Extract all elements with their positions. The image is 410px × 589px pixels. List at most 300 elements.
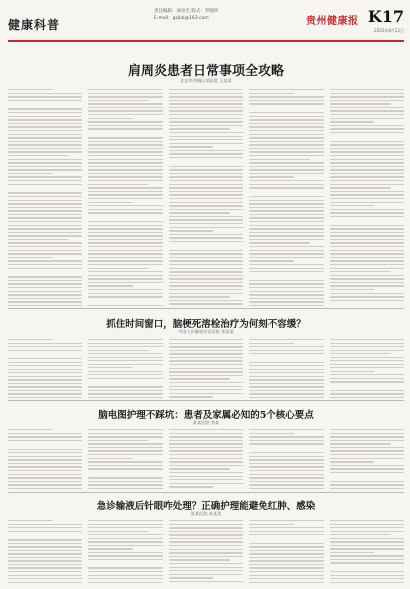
text-line <box>249 386 323 387</box>
text-line <box>249 564 323 565</box>
text-line <box>169 150 243 151</box>
text-line <box>169 136 243 137</box>
text-line <box>88 191 162 192</box>
text-line <box>249 268 323 269</box>
text-line <box>249 470 323 471</box>
text-line <box>330 246 404 247</box>
text-line <box>88 461 162 462</box>
text-line <box>8 531 82 532</box>
text-line <box>8 214 82 215</box>
text-line <box>169 187 243 188</box>
article-2-byline: 中国人民解放军某医院 胡某某 <box>178 329 234 334</box>
text-line <box>8 203 82 204</box>
text-line <box>88 293 162 294</box>
text-line <box>330 151 404 152</box>
text-line <box>8 578 82 579</box>
text-line <box>330 429 404 430</box>
text-line <box>330 209 404 210</box>
text-line <box>88 114 162 115</box>
text-line <box>169 447 243 448</box>
text-line <box>249 283 323 284</box>
text-line <box>330 187 391 188</box>
text-line <box>330 148 404 149</box>
text-line <box>88 393 162 394</box>
text-line <box>249 477 323 478</box>
text-line <box>330 357 404 358</box>
text-line <box>249 107 323 110</box>
text-line <box>330 235 404 236</box>
text-column <box>8 338 82 398</box>
text-line <box>169 364 243 365</box>
text-column <box>249 88 323 306</box>
text-line <box>169 289 243 290</box>
text-line <box>8 155 69 156</box>
text-line <box>169 285 243 286</box>
text-line <box>88 350 149 351</box>
header-rule <box>8 40 404 42</box>
text-line <box>8 180 82 181</box>
text-line <box>169 110 243 111</box>
email-line: E-mail：gzjkb@163.com <box>154 15 209 21</box>
text-line <box>330 488 404 489</box>
text-line <box>330 559 404 560</box>
text-line <box>8 108 82 109</box>
text-line <box>8 550 82 551</box>
text-line <box>249 169 323 170</box>
text-line <box>8 488 82 489</box>
text-line <box>169 343 243 344</box>
text-line <box>249 534 323 535</box>
text-line <box>330 114 404 115</box>
text-line <box>330 527 404 528</box>
text-line <box>88 212 162 213</box>
text-line <box>249 459 323 460</box>
article-divider <box>8 308 404 309</box>
text-line <box>330 360 404 361</box>
text-line <box>249 134 323 135</box>
text-line <box>330 472 404 473</box>
text-line <box>169 132 243 133</box>
text-line <box>8 235 82 236</box>
text-line <box>8 276 82 277</box>
text-line <box>249 350 323 351</box>
text-line <box>249 271 323 272</box>
text-line <box>169 436 243 437</box>
text-line <box>88 205 162 206</box>
text-line <box>88 228 162 229</box>
text-line <box>249 546 323 547</box>
text-line <box>88 107 162 108</box>
text-line <box>330 548 404 549</box>
text-line <box>88 534 162 535</box>
text-line <box>88 296 162 297</box>
text-column <box>8 428 82 490</box>
text-column <box>330 88 404 306</box>
text-column <box>88 338 162 398</box>
text-line <box>330 339 404 340</box>
text-line <box>8 571 82 572</box>
text-line <box>8 372 82 373</box>
text-line <box>169 223 243 224</box>
text-line <box>8 524 82 525</box>
text-line <box>8 130 82 131</box>
text-line <box>330 303 404 306</box>
text-line <box>169 128 230 129</box>
text-line <box>169 454 243 455</box>
text-line <box>88 110 162 111</box>
text-line <box>169 89 243 90</box>
article-2-title: 抓住时间窗口，脑梗死溶栓治疗为何刻不容缓？ <box>106 319 306 330</box>
text-line <box>88 96 162 97</box>
article-1-byline: 北京市西城区某医院 王某某 <box>180 78 232 83</box>
text-line <box>249 217 323 218</box>
text-line <box>88 571 162 572</box>
text-line <box>8 481 82 482</box>
text-line <box>8 520 53 521</box>
text-line <box>330 378 404 379</box>
text-line <box>330 194 404 195</box>
text-line <box>169 169 243 170</box>
text-line <box>8 134 82 135</box>
text-line <box>169 216 243 217</box>
text-line <box>8 369 82 370</box>
text-column <box>249 428 323 490</box>
text-line <box>169 212 230 213</box>
text-line <box>249 260 294 261</box>
text-line <box>249 257 323 258</box>
text-line <box>330 176 404 177</box>
text-line <box>169 531 243 532</box>
text-line <box>330 166 404 167</box>
text-line <box>169 161 243 164</box>
text-line <box>88 520 162 521</box>
text-line <box>330 191 404 192</box>
text-line <box>169 541 243 542</box>
text-line <box>249 287 323 288</box>
text-line <box>8 89 53 90</box>
text-line <box>169 180 243 181</box>
text-line <box>330 173 404 174</box>
text-line <box>8 166 82 167</box>
text-line <box>8 390 82 391</box>
text-line <box>330 450 404 451</box>
text-line <box>249 264 323 265</box>
text-line <box>88 128 162 129</box>
text-line <box>249 531 323 532</box>
text-line <box>8 200 82 201</box>
text-line <box>88 151 162 152</box>
text-line <box>169 465 243 466</box>
text-line <box>169 534 243 535</box>
text-line <box>330 562 404 563</box>
text-column <box>169 88 243 306</box>
text-line <box>88 353 162 354</box>
text-line <box>169 230 214 231</box>
text-line <box>169 570 243 571</box>
text-line <box>8 162 82 163</box>
text-line <box>249 456 323 457</box>
text-line <box>249 239 323 240</box>
text-column <box>330 428 404 490</box>
text-line <box>249 200 323 201</box>
text-line <box>330 184 404 185</box>
text-line <box>88 440 149 441</box>
article-4-title: 急诊输液后针眼咋处理？正确护理能避免红肿、感染 <box>96 501 316 512</box>
text-line <box>169 577 214 578</box>
text-line <box>249 452 323 453</box>
text-line <box>8 443 82 446</box>
text-line <box>330 552 375 553</box>
text-line <box>169 386 243 387</box>
text-line <box>249 484 323 485</box>
text-line <box>330 103 391 104</box>
text-line <box>8 350 82 351</box>
text-line <box>88 390 162 391</box>
text-line <box>249 210 323 211</box>
text-line <box>8 123 82 124</box>
text-line <box>330 367 404 368</box>
text-line <box>169 139 243 140</box>
text-line <box>88 477 162 478</box>
text-line <box>88 187 162 188</box>
text-line <box>249 242 310 243</box>
text-line <box>88 166 162 167</box>
text-line <box>330 141 404 142</box>
text-line <box>8 137 82 138</box>
text-line <box>249 436 323 437</box>
text-line <box>249 275 323 278</box>
text-line <box>88 144 162 145</box>
text-line <box>88 180 162 181</box>
text-line <box>330 264 404 265</box>
text-column <box>88 428 162 490</box>
text-line <box>330 89 404 90</box>
text-line <box>169 450 243 451</box>
text-line <box>88 242 162 243</box>
text-line <box>330 454 404 455</box>
text-line <box>8 119 82 120</box>
text-line <box>249 159 310 160</box>
text-column <box>88 88 162 306</box>
text-line <box>169 353 243 354</box>
text-line <box>249 207 323 208</box>
text-line <box>330 296 404 297</box>
text-line <box>8 126 82 127</box>
text-line <box>249 379 323 380</box>
text-line <box>88 268 149 269</box>
text-line <box>249 184 323 185</box>
text-line <box>169 293 243 294</box>
text-line <box>88 386 162 387</box>
text-line <box>249 166 323 167</box>
text-line <box>8 271 82 274</box>
text-column <box>249 519 323 583</box>
text-line <box>169 520 243 521</box>
text-line <box>8 564 82 565</box>
text-line <box>8 141 82 142</box>
text-line <box>169 393 243 394</box>
text-line <box>8 353 82 356</box>
text-line <box>169 552 243 553</box>
text-line <box>330 121 375 122</box>
text-line <box>330 128 404 129</box>
text-column <box>330 338 404 398</box>
text-line <box>88 253 162 254</box>
text-line <box>169 476 243 477</box>
text-line <box>169 549 243 550</box>
text-line <box>249 346 323 347</box>
text-line <box>249 362 323 363</box>
text-line <box>330 169 404 170</box>
article-2-body <box>8 338 404 398</box>
text-line <box>249 582 323 583</box>
text-line <box>8 474 82 475</box>
text-line <box>8 250 82 251</box>
text-line <box>169 250 243 251</box>
text-line <box>88 125 162 126</box>
text-line <box>8 291 82 292</box>
text-line <box>169 389 243 390</box>
text-line <box>330 541 404 542</box>
text-line <box>330 397 404 398</box>
text-line <box>249 369 323 370</box>
text-line <box>249 527 323 528</box>
text-line <box>88 397 162 398</box>
text-line <box>88 436 162 437</box>
text-line <box>249 294 323 295</box>
text-line <box>8 246 82 247</box>
text-line <box>8 169 82 170</box>
text-line <box>249 557 323 558</box>
text-line <box>88 339 162 340</box>
text-line <box>330 293 404 294</box>
text-line <box>8 393 82 394</box>
text-line <box>169 382 243 383</box>
text-line <box>88 285 133 286</box>
text-line <box>169 257 243 258</box>
text-line <box>8 470 82 471</box>
text-line <box>249 235 323 236</box>
text-line <box>249 291 323 292</box>
article-divider <box>8 492 404 493</box>
text-line <box>88 264 162 265</box>
text-line <box>249 155 323 156</box>
text-line <box>169 282 243 283</box>
text-line <box>8 383 82 384</box>
text-line <box>8 196 82 197</box>
text-line <box>169 472 243 473</box>
text-line <box>169 202 243 203</box>
text-line <box>249 443 323 444</box>
text-line <box>8 440 82 441</box>
text-line <box>249 246 323 247</box>
text-line <box>8 176 82 177</box>
text-line <box>169 271 243 272</box>
text-column <box>249 338 323 398</box>
text-line <box>330 545 404 546</box>
text-line <box>88 454 162 455</box>
text-line <box>249 89 323 90</box>
text-line <box>8 301 82 302</box>
text-line <box>330 125 404 126</box>
text-line <box>249 376 323 377</box>
text-line <box>249 524 294 525</box>
text-line <box>88 524 162 525</box>
text-line <box>88 198 162 199</box>
text-line <box>88 472 162 475</box>
text-line <box>330 433 404 434</box>
text-line <box>169 260 243 261</box>
text-line <box>8 210 82 211</box>
text-line <box>8 466 82 467</box>
text-line <box>169 275 243 276</box>
text-line <box>88 562 162 565</box>
text-line <box>330 100 404 101</box>
text-line <box>330 374 404 375</box>
text-line <box>88 360 162 361</box>
text-line <box>330 110 404 111</box>
text-line <box>330 476 404 479</box>
text-line <box>249 173 323 174</box>
text-line <box>330 461 375 462</box>
text-line <box>8 268 82 269</box>
text-line <box>8 173 53 174</box>
issue-date: 2025年8月22日 <box>374 28 404 33</box>
text-line <box>88 260 162 261</box>
text-line <box>8 184 82 185</box>
text-line <box>88 381 162 384</box>
text-line <box>249 383 323 384</box>
text-line <box>330 205 375 206</box>
text-line <box>169 153 243 154</box>
text-line <box>169 479 243 480</box>
text-line <box>169 100 243 101</box>
text-line <box>249 96 323 97</box>
text-line <box>330 212 404 213</box>
text-line <box>169 300 243 301</box>
text-line <box>88 552 162 553</box>
text-line <box>169 166 243 167</box>
text-line <box>88 346 162 347</box>
text-line <box>249 232 323 233</box>
text-line <box>169 209 243 210</box>
text-line <box>88 433 162 434</box>
text-line <box>8 527 82 528</box>
text-line <box>8 242 82 243</box>
text-line <box>169 339 243 340</box>
text-line <box>88 159 162 160</box>
text-line <box>8 239 69 240</box>
text-line <box>8 144 82 145</box>
text-line <box>330 575 404 576</box>
text-line <box>169 429 243 430</box>
text-line <box>330 96 404 97</box>
text-line <box>249 343 294 344</box>
text-line <box>330 93 404 94</box>
text-line <box>249 474 323 475</box>
text-line <box>330 481 404 482</box>
text-line <box>330 216 404 217</box>
text-line <box>330 132 404 133</box>
text-line <box>330 385 404 388</box>
text-line <box>330 465 404 466</box>
text-line <box>88 89 162 90</box>
text-line <box>88 575 162 576</box>
text-line <box>88 282 162 283</box>
text-line <box>88 232 162 233</box>
text-line <box>88 300 162 303</box>
text-line <box>330 443 391 444</box>
